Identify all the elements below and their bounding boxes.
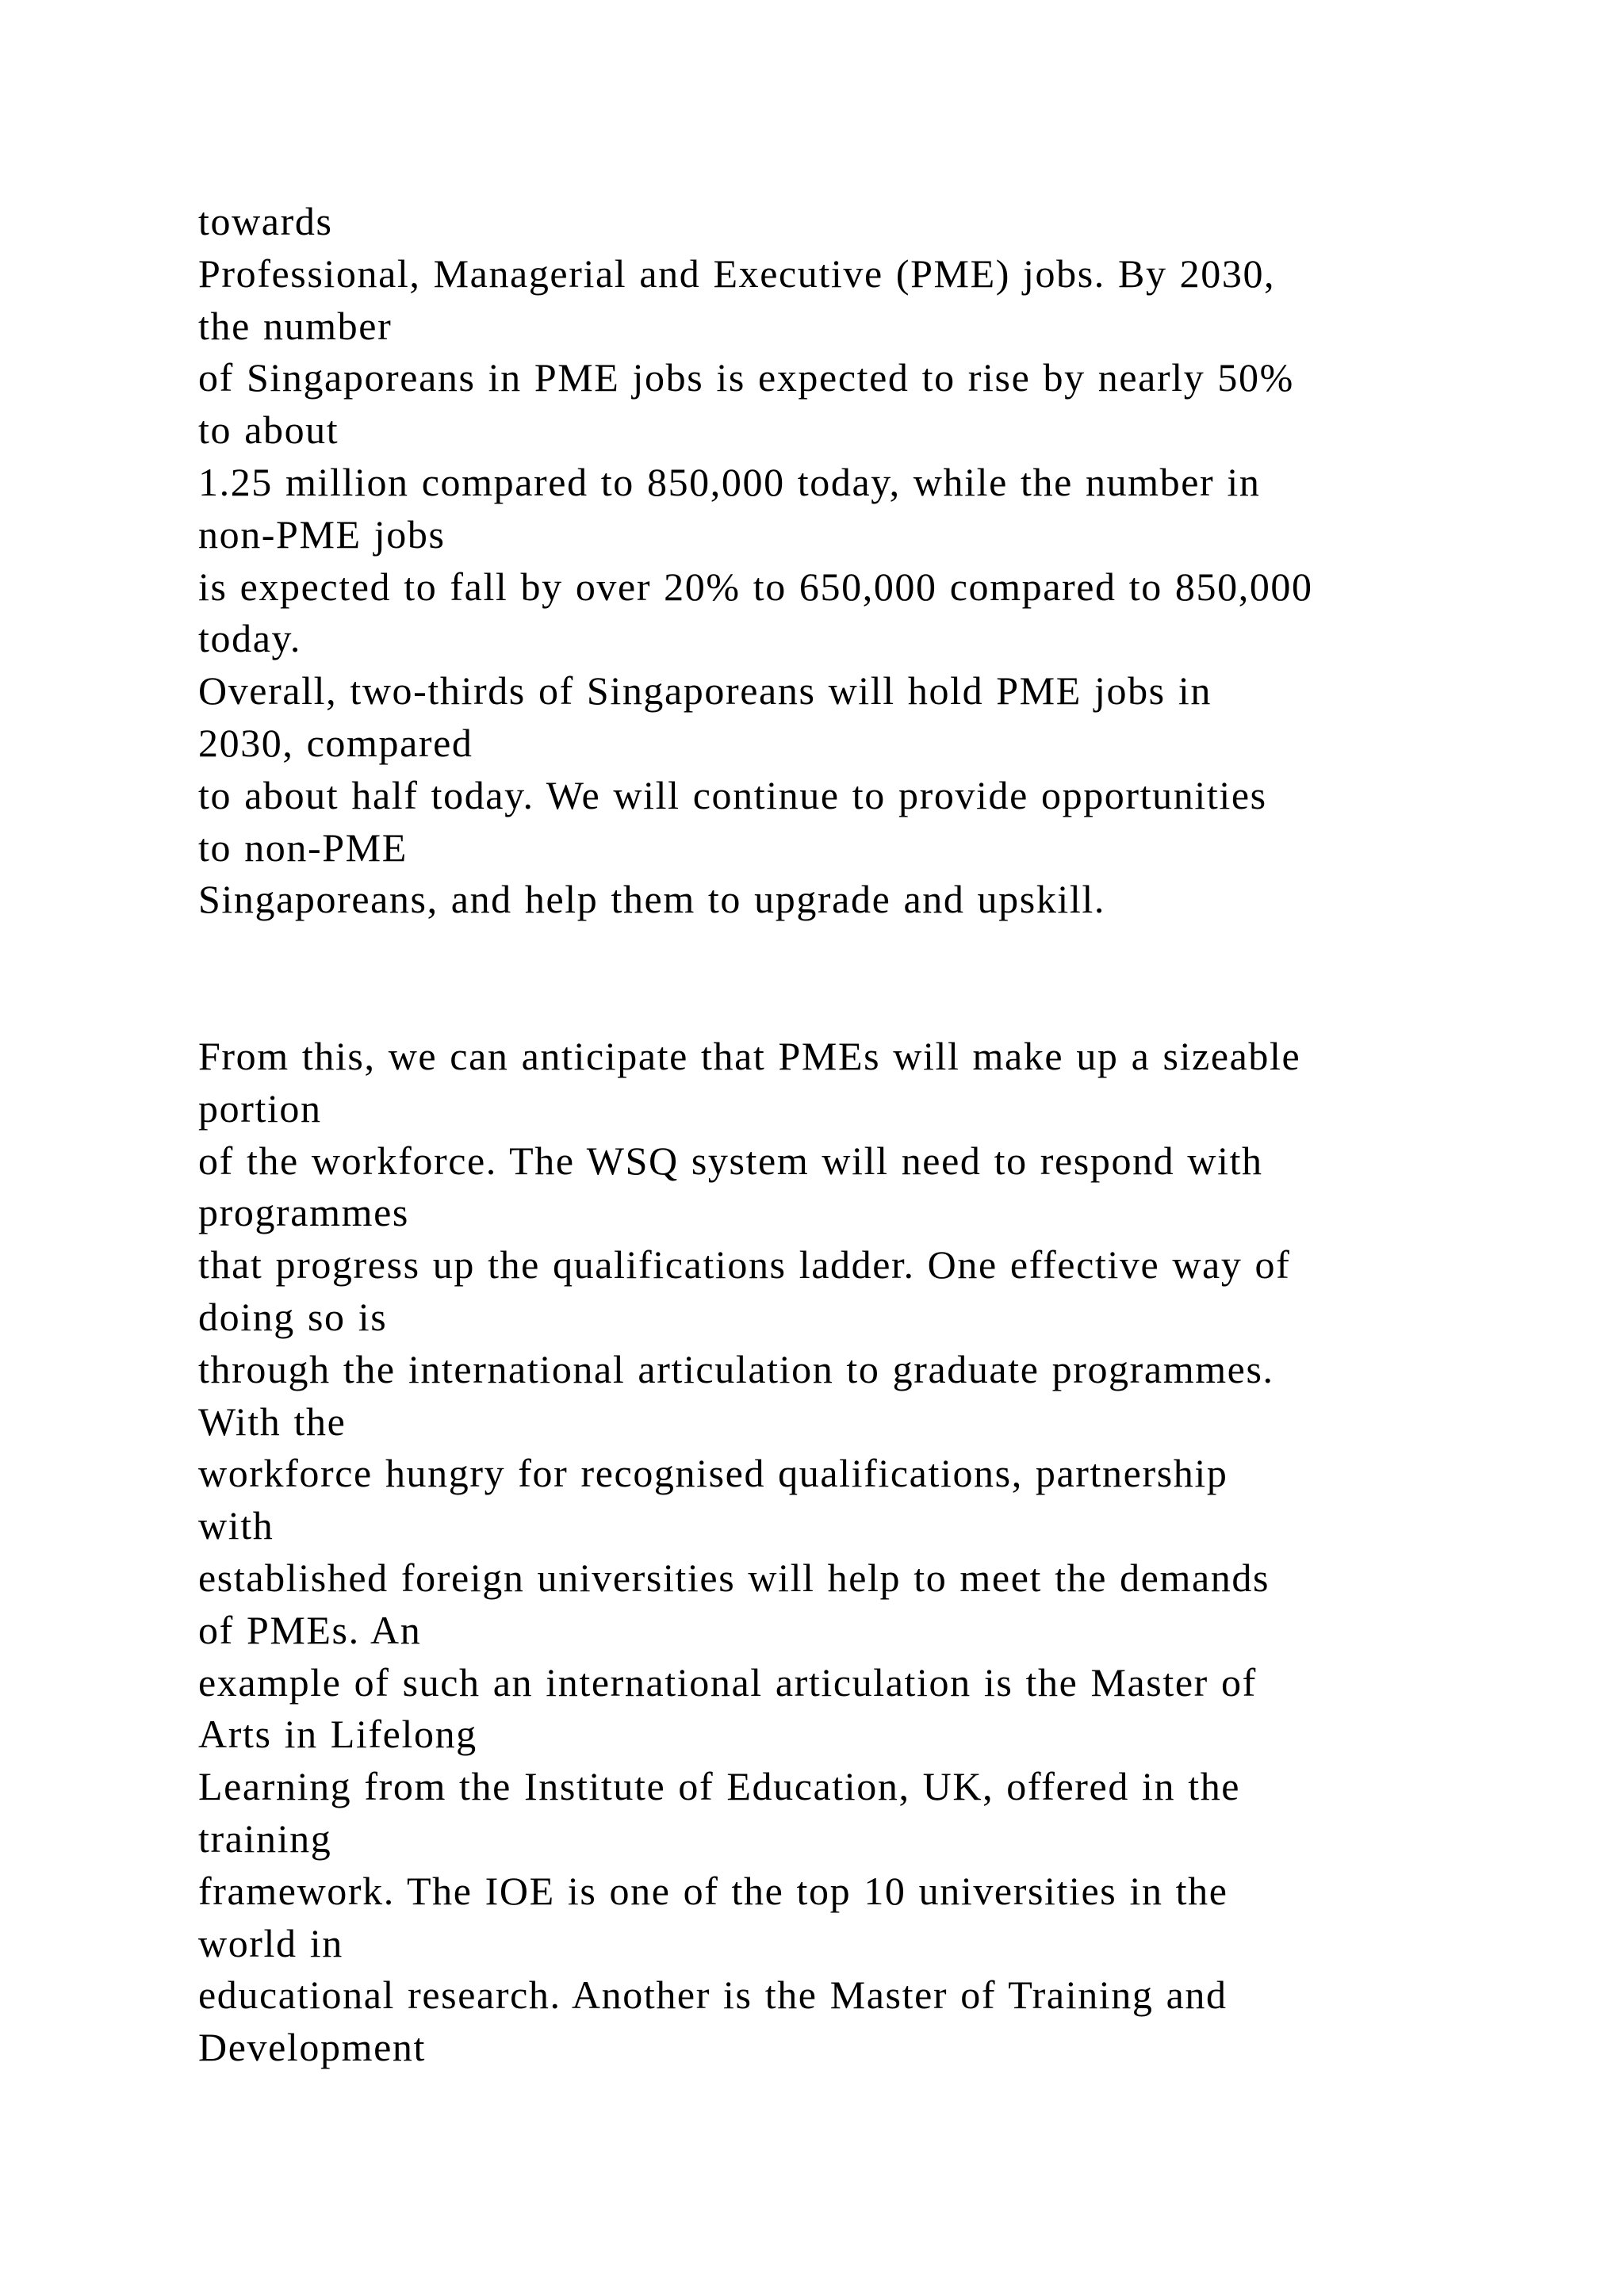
text-line: framework. The IOE is one of the top 10 universities in the	[198, 1868, 1228, 1913]
text-line: with	[198, 1503, 274, 1548]
text-line: non-PME jobs	[198, 511, 446, 557]
text-line: Learning from the Institute of Education, UK, offered in the	[198, 1764, 1241, 1809]
text-line: doing so is	[198, 1294, 388, 1339]
text-line: that progress up the qualifications ladder. One effective way of	[198, 1242, 1291, 1288]
text-line: to about half today. We will continue to provide opportunities	[198, 772, 1267, 817]
text-line: established foreign universities will help to meet the demands	[198, 1555, 1270, 1600]
text-line: of the workforce. The WSQ system will need to respond with	[198, 1138, 1263, 1183]
text-line: the number	[198, 303, 393, 348]
text-line: training	[198, 1816, 332, 1861]
text-line: through the international articulation to graduate programmes.	[198, 1346, 1274, 1391]
text-line: 1.25 million compared to 850,000 today, while the number in	[198, 459, 1261, 504]
text-line: programmes	[198, 1190, 409, 1235]
text-line: is expected to fall by over 20% to 650,000 compared to 850,000	[198, 564, 1313, 609]
text-line: From this, we can anticipate that PMEs will make up a sizeable	[198, 1034, 1301, 1078]
text-line: Overall, two-thirds of Singaporeans will hold PME jobs in	[198, 668, 1212, 714]
text-line: workforce hungry for recognised qualifications, partnership	[198, 1451, 1228, 1496]
text-line: Arts in Lifelong	[198, 1712, 477, 1757]
text-line: towards	[198, 199, 333, 243]
text-line: to non-PME	[198, 825, 408, 870]
text-line: With the	[198, 1399, 347, 1444]
text-line: world in	[198, 1920, 343, 1965]
text-line: Development	[198, 2025, 426, 2070]
text-line: 2030, compared	[198, 720, 473, 765]
text-line: of PMEs. An	[198, 1607, 422, 1652]
text-line: today.	[198, 616, 301, 661]
paragraph-wsq-articulation	[198, 1031, 1507, 2074]
text-line: portion	[198, 1085, 322, 1131]
text-line: Professional, Managerial and Executive (PME) jobs. By 2030,	[198, 251, 1276, 296]
text-line: Singaporeans, and help them to upgrade and upskill.	[198, 877, 1105, 922]
text-line: example of such an international articulation is the Master of	[198, 1659, 1257, 1705]
paragraph-pme-jobs-forecast	[198, 196, 1507, 926]
text-line: of Singaporeans in PME jobs is expected to rise by nearly 50%	[198, 355, 1294, 400]
text-line: to about	[198, 408, 339, 453]
text-line: educational research. Another is the Master of Training and	[198, 1973, 1228, 2018]
